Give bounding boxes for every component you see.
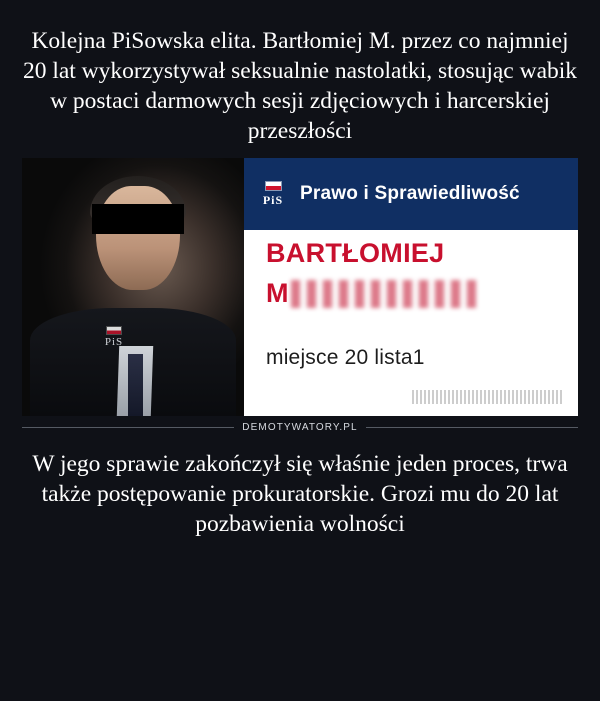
flag-icon — [265, 181, 282, 191]
party-name: Prawo i Sprawiedliwość — [300, 183, 520, 205]
ballot-position — [266, 346, 425, 370]
lapel-pin-label: PiS — [104, 336, 124, 349]
watermark-rule-right — [366, 427, 578, 428]
face — [96, 186, 180, 290]
pis-logo-icon — [256, 177, 290, 211]
ballot-list-number: 1 — [412, 346, 425, 370]
watermark-rule-left — [22, 427, 234, 428]
watermark-row — [22, 422, 578, 433]
necktie — [128, 354, 143, 416]
candidate-last-name-row — [266, 278, 477, 309]
ballot-position-label: miejsce 20 lista — [266, 346, 413, 370]
campaign-poster-photo — [22, 158, 578, 416]
candidate-last-initial: M — [266, 278, 289, 309]
candidate-first-name: BARTŁOMIEJ — [266, 238, 445, 269]
top-caption: Kolejna PiSowska elita. Bartłomiej M. przez co najmniej 20 lat wykorzystywał seksualnie nastolatki, stosując wabik w postaci darmowych sesji zdjęciowych i harcerskiej przeszłości — [22, 28, 578, 145]
bottom-caption: W jego sprawie zakończył się właśnie jeden proces, trwa także postępowanie prokuratorskie. Grozi mu do 20 lat pozbawienia wolności — [32, 451, 568, 538]
polish-flag-icon — [106, 326, 122, 335]
poster-header — [244, 158, 578, 230]
candidate-portrait — [22, 158, 244, 416]
pis-lapel-pin-icon — [98, 326, 130, 352]
censor-bar-icon — [92, 204, 184, 234]
redacted-last-name — [291, 280, 477, 308]
poster-banner — [244, 158, 578, 416]
poster-fineprint — [412, 390, 564, 404]
watermark-label: DEMOTYWATORY.PL — [242, 422, 358, 434]
pis-logo-label: PiS — [262, 192, 284, 207]
